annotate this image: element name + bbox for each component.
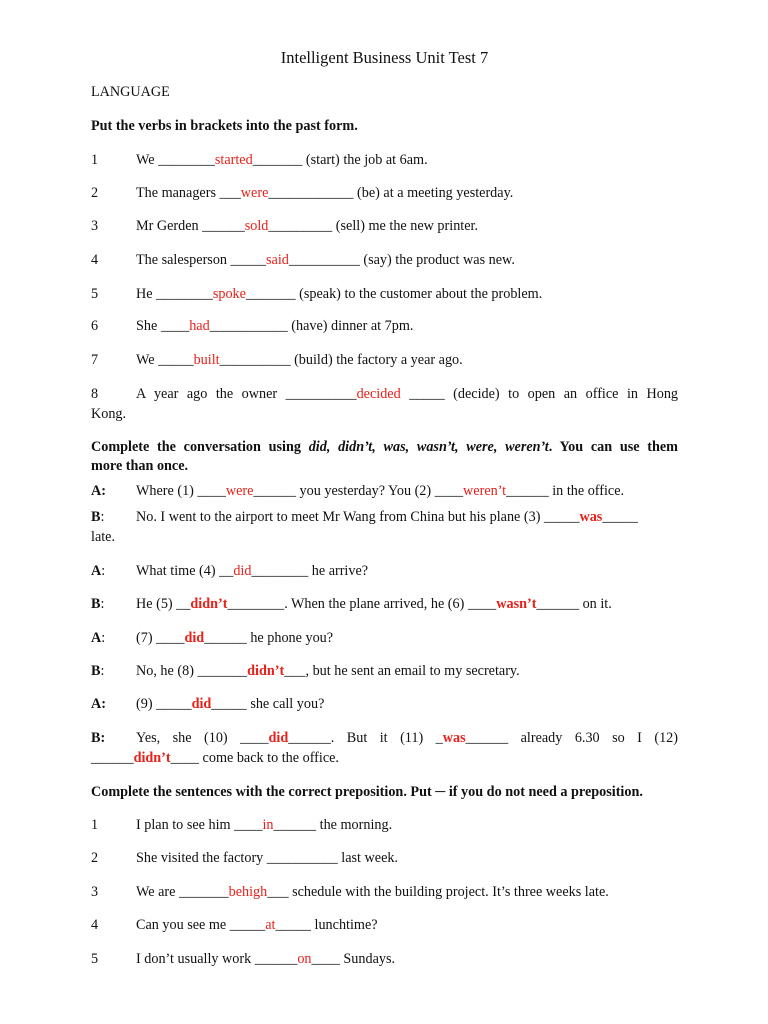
dialogue-text: No. I went to the airport to meet Mr Wang from China but his plane (3) _____was_____	[136, 509, 638, 525]
answer-text: did	[184, 630, 205, 646]
answer-text: were	[240, 185, 269, 201]
question-number: 2	[91, 185, 99, 201]
dialogue-text: (9) _____did_____ she call you?	[136, 696, 325, 712]
question-continuation: Kong.	[91, 406, 127, 422]
answer-text: did	[268, 730, 289, 746]
answer-text: weren’t	[463, 483, 507, 499]
answer-text: was	[579, 509, 603, 525]
answer-text: in	[262, 817, 274, 833]
answer-text: at	[265, 917, 276, 933]
answer-text: had	[189, 318, 210, 334]
question-number: 5	[91, 286, 99, 302]
answer-text: did	[233, 563, 252, 579]
answer-text: decided	[356, 386, 401, 402]
speaker-label: B:	[91, 663, 105, 679]
page-title: Intelligent Business Unit Test 7	[280, 48, 489, 67]
question-text: We _____built__________ (build) the factory a year ago.	[136, 352, 463, 368]
question-number: 7	[91, 352, 99, 368]
answer-text: didn’t	[190, 596, 228, 612]
question-text: The salesperson _____said__________ (say) the product was new.	[136, 252, 515, 268]
answer-text: on	[297, 951, 312, 967]
question-text: The managers ___were____________ (be) at a meeting yesterday.	[136, 185, 514, 201]
dialogue-text: No, he (8) _______didn’t___, but he sent an email to my secretary.	[136, 663, 520, 679]
question-number: 5	[91, 951, 99, 967]
question-text: I don’t usually work ______on____ Sundays.	[136, 951, 396, 967]
speaker-label: A:	[91, 563, 106, 579]
conversation-instruction: Complete the conversation using did, didn’t, was, wasn’t, were, weren’t. You can use them	[91, 439, 678, 455]
preposition-instruction: Complete the sentences with the correct preposition. Put ─ if you do not need a preposition.	[91, 784, 643, 800]
question-text: I plan to see him ____in______ the morning.	[136, 817, 393, 833]
question-text: We ________started_______ (start) the job at 6am.	[136, 152, 428, 168]
answer-text: didn’t	[247, 663, 285, 679]
answer-text: wasn’t	[496, 596, 537, 612]
answer-text: sold	[244, 218, 269, 234]
speaker-label: B:	[91, 509, 105, 525]
question-number: 2	[91, 850, 99, 866]
conversation-instruction-continued: more than once.	[91, 458, 189, 474]
speaker-label: A:	[91, 630, 106, 646]
answer-text: were	[225, 483, 254, 499]
speaker-label: A:	[91, 483, 106, 499]
question-number: 8	[91, 386, 99, 402]
question-number: 4	[91, 252, 99, 268]
question-text: Mr Gerden ______sold_________ (sell) me the new printer.	[136, 218, 479, 234]
dialogue-text: (7) ____did______ he phone you?	[136, 630, 334, 646]
answer-text: said	[266, 252, 289, 268]
answer-text: started	[214, 152, 253, 168]
answer-text: built	[193, 352, 220, 368]
question-text: Can you see me _____at_____ lunchtime?	[136, 917, 378, 933]
question-text: A year ago the owner __________decided _____ (decide) to open an office in Hong	[136, 386, 679, 402]
section-label: LANGUAGE	[91, 84, 170, 100]
question-number: 6	[91, 318, 99, 334]
question-number: 3	[91, 884, 99, 900]
dialogue-text: Yes, she (10) ____did______. But it (11) _was______ already 6.30 so I (12)	[136, 730, 678, 746]
answer-text: behigh	[228, 884, 268, 900]
answer-text: did	[191, 696, 212, 712]
answer-text: didn’t	[133, 750, 171, 766]
question-text: We are _______behigh___ schedule with the building project. It’s three weeks late.	[136, 884, 609, 900]
answer-text: was	[442, 730, 466, 746]
speaker-label: B:	[91, 730, 106, 746]
speaker-label: B:	[91, 596, 105, 612]
question-number: 1	[91, 817, 99, 833]
question-text: She visited the factory __________ last week.	[136, 850, 399, 866]
question-text: She ____had___________ (have) dinner at 7pm.	[136, 318, 414, 334]
question-text: He ________spoke_______ (speak) to the customer about the problem.	[136, 286, 543, 302]
word-list: did, didn’t, was, wasn’t, were, weren’t	[308, 439, 549, 455]
dialogue-text: What time (4) __did________ he arrive?	[136, 563, 369, 579]
question-number: 3	[91, 218, 99, 234]
dialogue-text: He (5) __didn’t________. When the plane arrived, he (6) ____wasn’t______ on it.	[136, 596, 612, 612]
question-number: 4	[91, 917, 99, 933]
answer-text: spoke	[212, 286, 246, 302]
speaker-label: A:	[91, 696, 106, 712]
past-form-instruction: Put the verbs in brackets into the past form.	[91, 118, 358, 134]
dialogue-text: Where (1) ____were______ you yesterday? You (2) ____weren’t______ in the office.	[136, 483, 625, 499]
dialogue-continuation: ______didn’t____ come back to the office.	[91, 750, 339, 766]
dialogue-continuation: late.	[91, 529, 116, 545]
question-number: 1	[91, 152, 99, 168]
